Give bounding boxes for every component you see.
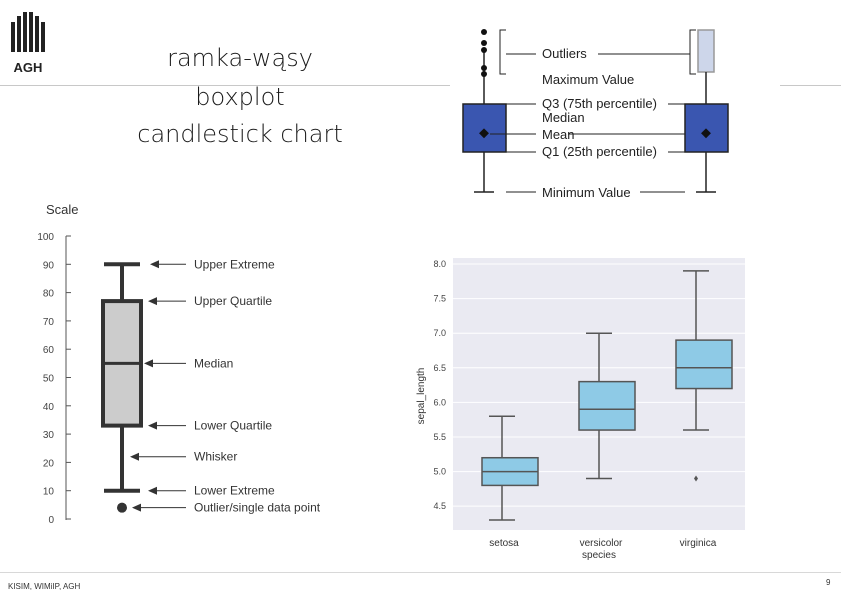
label-maximum: Maximum Value [542, 72, 635, 87]
arrow-head [150, 260, 159, 268]
arrow-head [148, 422, 157, 430]
scale-tick-label: 50 [42, 373, 54, 385]
label-outliers: Outliers [542, 46, 587, 61]
scale-tick-label: 40 [42, 401, 54, 413]
y-tick-label: 7.0 [433, 328, 446, 339]
slide-title-line-3: candlestick chart [137, 120, 343, 148]
annotation-upper-quartile: Upper Quartile [194, 294, 273, 309]
boxplot-anatomy-diagram [440, 22, 760, 207]
y-tick-label: 8.0 [433, 259, 446, 269]
x-tick-labels [489, 538, 717, 549]
y-tick-label: 4.5 [433, 501, 446, 512]
outlier-point [117, 503, 127, 513]
scale-tick-label: 100 [37, 232, 54, 243]
label-mean: Mean [542, 127, 575, 142]
label-median: Median [542, 110, 585, 125]
label-q1: Q1 (25th percentile) [542, 144, 657, 159]
outlier-dot [481, 29, 487, 35]
arrow-head [148, 297, 157, 305]
y-tick-label: 5.0 [433, 466, 446, 477]
annotation-lower-extreme: Lower Extreme [194, 483, 275, 498]
label-minimum: Minimum Value [542, 185, 631, 200]
outliers-bracket-left [500, 30, 506, 74]
footer-rule [0, 572, 841, 573]
y-axis-label: sepal_length [416, 367, 427, 425]
y-tick-label: 6.0 [433, 397, 446, 408]
agh-logo-mark [8, 10, 48, 74]
x-tick-label: versicolor [579, 538, 623, 549]
scale-boxplot-diagram [30, 198, 360, 528]
outlier-dot [481, 40, 487, 46]
outlier-dot [481, 65, 487, 71]
annotation-lower-quartile: Lower Quartile [194, 418, 273, 433]
label-q3: Q3 (75th percentile) [542, 96, 657, 111]
scale-annotations [130, 257, 321, 514]
iris-boxplot-chart [400, 248, 760, 568]
arrow-head [132, 504, 141, 512]
slide-title-line-2: boxplot [195, 83, 285, 111]
right-boxplot [685, 30, 728, 192]
arrow-head [148, 487, 157, 495]
scale-label: Scale [46, 202, 79, 217]
x-tick-label: setosa [489, 538, 519, 549]
x-axis-label: species [582, 550, 616, 561]
agh-logo [8, 10, 48, 74]
y-tick-label: 5.5 [433, 431, 446, 442]
y-tick-label: 7.5 [433, 293, 446, 304]
iqr-box [579, 382, 635, 430]
arrow-head [130, 453, 139, 461]
page-number: 9 [826, 578, 831, 587]
scale-tick-label: 0 [48, 515, 54, 526]
slide-title-line-1: ramka-wąsy [167, 44, 313, 72]
iqr-box [676, 340, 732, 388]
scale-tick-label: 10 [42, 486, 54, 498]
annotation-median: Median [194, 356, 234, 371]
scale-tick-label: 80 [42, 288, 54, 300]
scale-tick-label: 90 [42, 260, 54, 272]
scale-tick-label: 30 [42, 430, 54, 442]
scale-tick-label: 70 [42, 316, 54, 328]
scale-tick-label: 60 [42, 345, 54, 357]
x-tick-label: virginica [679, 538, 717, 549]
outlier-dot [481, 71, 487, 77]
outlier-dot [481, 47, 487, 53]
annotation-outlier: Outlier/single data point [194, 500, 321, 515]
outliers-bracket-right [690, 30, 696, 74]
agh-logo-text: AGH [13, 60, 43, 74]
arrow-head [144, 359, 153, 367]
footer-institution: KISIM, WIMiIP, AGH [8, 582, 81, 591]
annotation-upper-extreme: Upper Extreme [194, 257, 275, 272]
annotation-whisker: Whisker [194, 449, 238, 464]
header-rule-right [780, 85, 841, 86]
y-tick-label: 6.5 [433, 362, 446, 373]
scale-tick-label: 20 [42, 458, 54, 470]
scale-boxplot [103, 264, 141, 512]
y-tick-labels [433, 259, 446, 511]
